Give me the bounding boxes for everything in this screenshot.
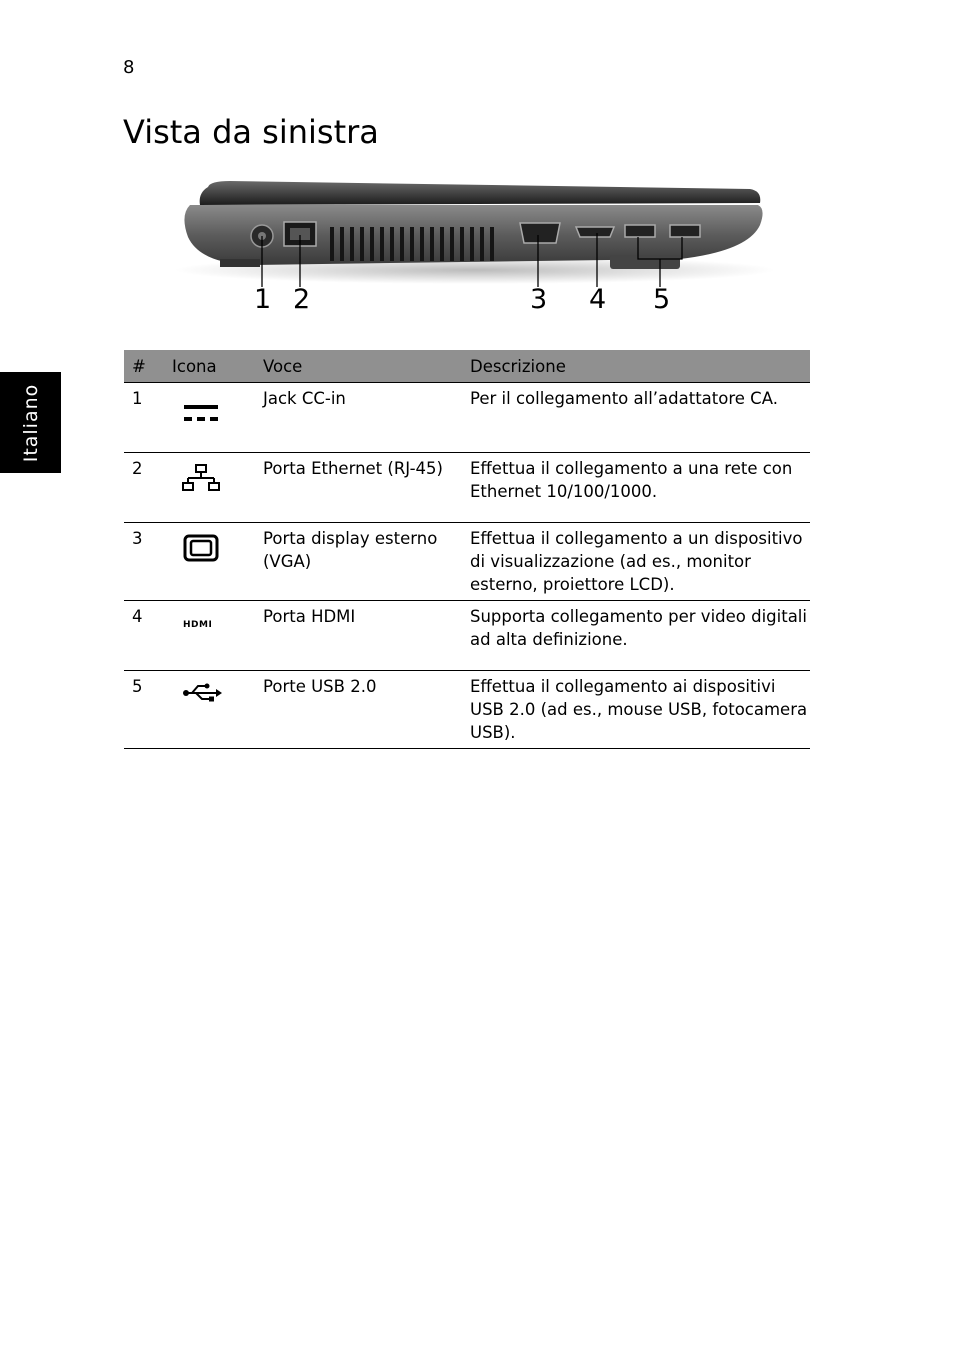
row-descrizione: Effettua il collegamento a una rete con Ethernet 10/100/1000. [462, 453, 810, 523]
row-num: 2 [124, 453, 164, 523]
row-voce: Porte USB 2.0 [255, 671, 462, 749]
row-voce: Jack CC-in [255, 383, 462, 453]
row-descrizione: Effettua il collegamento ai dispositivi USB 2.0 (ad es., mouse USB, fotocamera USB). [462, 671, 810, 749]
callout-4: 4 [589, 284, 607, 315]
table-row [124, 601, 810, 671]
hdmi-icon [182, 617, 222, 631]
header-voce: Voce [255, 350, 462, 383]
header-num: # [124, 350, 164, 383]
row-voce: Porta HDMI [255, 601, 462, 671]
row-descrizione: Supporta collegamento per video digitali ad alta definizione. [462, 601, 810, 671]
table-header-row [124, 350, 810, 383]
usb-icon [182, 681, 222, 703]
ports-table [124, 350, 810, 749]
language-tab [0, 372, 61, 473]
row-num: 3 [124, 523, 164, 601]
callout-2: 2 [293, 284, 311, 315]
callout-3: 3 [530, 284, 548, 315]
svg-text:HDMI: HDMI [183, 620, 213, 630]
row-num: 5 [124, 671, 164, 749]
page-title: Vista da sinistra [123, 113, 379, 151]
row-num: 4 [124, 601, 164, 671]
ethernet-icon [182, 463, 222, 495]
vga-icon [182, 533, 222, 563]
row-descrizione: Per il collegamento all’adattatore CA. [462, 383, 810, 453]
page-number: 8 [123, 57, 135, 78]
table-row [124, 671, 810, 749]
callout-5: 5 [653, 284, 671, 315]
row-descrizione: Effettua il collegamento a un dispositivo di visualizzazione (ad es., monitor esterno, proiettore LCD). [462, 523, 810, 601]
table-row [124, 383, 810, 453]
header-icon: Icona [164, 350, 255, 383]
language-tab-label: Italiano [19, 383, 42, 462]
callout-1: 1 [254, 284, 272, 315]
header-descrizione: Descrizione [462, 350, 810, 383]
table-row [124, 523, 810, 601]
table-row [124, 453, 810, 523]
row-voce: Porta display esterno (VGA) [255, 523, 462, 601]
row-num: 1 [124, 383, 164, 453]
dc-in-icon [182, 403, 222, 425]
row-voce: Porta Ethernet (RJ-45) [255, 453, 462, 523]
